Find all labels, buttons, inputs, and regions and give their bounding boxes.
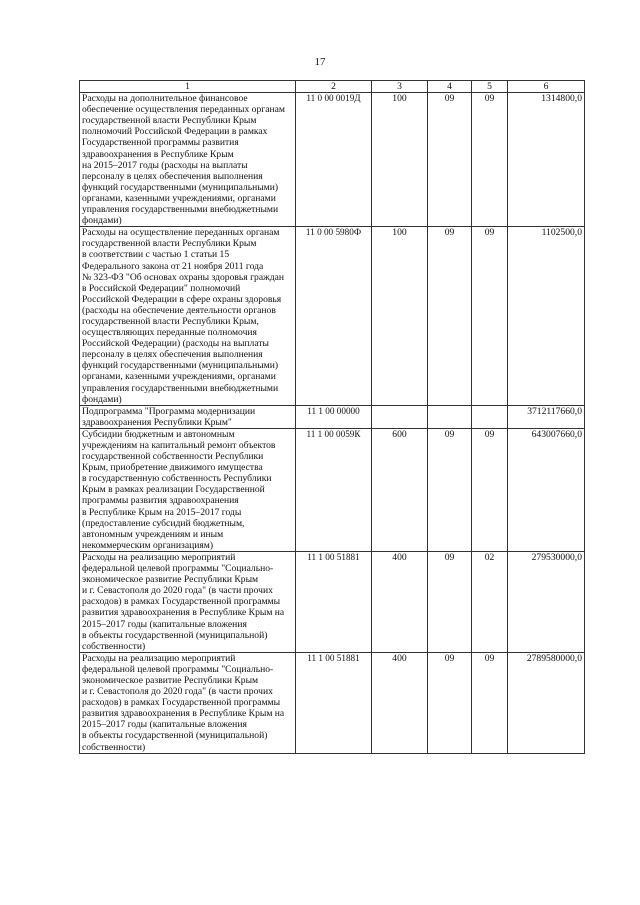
expense-type-code: 400 [372, 551, 428, 652]
description-line: Подпрограмма "Программа модернизации [82, 405, 256, 417]
row-description [80, 551, 296, 652]
description-line: 2015–2017 годы (капитальные вложения [82, 618, 247, 630]
description-line: государственной власти Республики Крым [82, 238, 257, 250]
description-line: функций государственными (муниципальными) [82, 360, 279, 372]
expense-type-code: 100 [372, 227, 428, 406]
description-line: (предоставление субсидий бюджетным, [82, 517, 245, 529]
description-line: Российской Федерации в сфере охраны здоровья [82, 293, 282, 305]
column-header: 6 [508, 81, 585, 93]
target-article-code: 11 0 00 0019Д [296, 93, 372, 227]
table-row [80, 551, 585, 652]
row-description [80, 93, 296, 227]
column-header: 2 [296, 81, 372, 93]
section-code [428, 405, 472, 428]
section-code: 09 [428, 93, 472, 227]
description-line: фондами) [82, 215, 122, 227]
description-line: экономическое развитие Республики Крым [82, 574, 259, 586]
subsection-code: 09 [472, 227, 508, 406]
subsection-code: 02 [472, 551, 508, 652]
description-line: и г. Севастополя до 2020 года" (в части прочих [82, 585, 273, 597]
description-line: экономическое развитие Республики Крым [82, 674, 259, 686]
description-line: функций государственными (муниципальными) [82, 181, 279, 193]
table-row [80, 652, 585, 753]
description-line: программы развития здравоохранения [82, 495, 239, 507]
description-line: Расходы на реализацию мероприятий [82, 551, 236, 563]
expense-type-code: 600 [372, 428, 428, 551]
description-line: обеспечение осуществления переданных органам [82, 104, 285, 116]
description-line: автономным учреждениям и иным [82, 528, 224, 540]
description-line: Крым, приобретение движимого имущества [82, 462, 263, 474]
description-line: Российской Федерации) (расходы на выплаты [82, 338, 269, 350]
description-line: развития здравоохранения в Республике Крым на [82, 708, 285, 720]
description-line: фондами) [82, 393, 122, 405]
column-header: 1 [80, 81, 296, 93]
description-line: в объекты государственной (муниципальной) [82, 730, 268, 742]
description-line: расходов) в рамках Государственной программы [82, 697, 281, 709]
subsection-code: 09 [472, 428, 508, 551]
description-line: собственности) [82, 741, 146, 753]
description-line: Расходы на реализацию мероприятий [82, 652, 236, 664]
description-line: развития здравоохранения в Республике Крым на [82, 607, 285, 619]
description-line: федеральной целевой программы "Социально- [82, 663, 274, 675]
section-code: 09 [428, 428, 472, 551]
description-line: государственной власти Республики Крым, [82, 315, 259, 327]
section-code: 09 [428, 227, 472, 406]
expense-type-code: 100 [372, 93, 428, 227]
target-article-code: 11 1 00 51881 [296, 652, 372, 753]
section-code: 09 [428, 551, 472, 652]
row-description [80, 405, 296, 428]
description-line: в государственную собственность Республики [82, 473, 272, 485]
target-article-code: 11 1 00 00000 [296, 405, 372, 428]
description-line: органами, казенными учреждениями, органами [82, 192, 276, 204]
description-line: персоналу в целях обеспечения выполнения [82, 349, 263, 361]
description-line: Расходы на осуществление переданных органам [82, 227, 280, 239]
expense-type-code: 400 [372, 652, 428, 753]
table-header-row [80, 81, 585, 93]
description-line: учреждениям на капитальный ремонт объектов [82, 440, 276, 451]
subsection-code: 09 [472, 652, 508, 753]
description-line: и г. Севастополя до 2020 года" (в части прочих [82, 686, 273, 698]
description-line: в объекты государственной (муниципальной) [82, 629, 268, 641]
description-line: некоммерческим организациям) [82, 539, 214, 551]
description-line: Крым в рамках реализации Государственной [82, 484, 265, 496]
amount-value: 1102500,0 [508, 227, 585, 406]
description-line: 2015–2017 годы (капитальные вложения [82, 719, 247, 731]
table-body [80, 93, 585, 754]
description-line: управления государственными внебюджетными [82, 204, 279, 216]
row-description [80, 428, 296, 551]
column-header: 5 [472, 81, 508, 93]
description-line: полномочий Российской Федерации в рамках [82, 126, 268, 138]
description-line: здравоохранения Республики Крым" [82, 416, 232, 428]
table-row [80, 227, 585, 406]
column-header: 4 [428, 81, 472, 93]
subsection-code [472, 405, 508, 428]
target-article-code: 11 1 00 51881 [296, 551, 372, 652]
row-description [80, 227, 296, 406]
table-row [80, 428, 585, 551]
amount-value: 279530000,0 [508, 551, 585, 652]
description-line: № 323-ФЗ "Об основах охраны здоровья граждан [82, 271, 285, 283]
description-line: осуществляющих переданные полномочия [82, 327, 257, 339]
description-line: государственной власти Республики Крым [82, 115, 257, 127]
row-description [80, 652, 296, 753]
target-article-code: 11 0 00 5980Ф [296, 227, 372, 406]
subsection-code: 09 [472, 93, 508, 227]
description-line: персоналу в целях обеспечения выполнения [82, 170, 263, 182]
description-line: Федерального закона от 21 ноября 2011 года [82, 260, 264, 272]
description-line: Расходы на дополнительное финансовое [82, 93, 248, 105]
description-line: здравоохранения в Республике Крым [82, 148, 234, 160]
description-line: управления государственными внебюджетными [82, 382, 279, 394]
amount-value: 1314800,0 [508, 93, 585, 227]
column-header: 3 [372, 81, 428, 93]
table-row [80, 93, 585, 227]
description-line: на 2015–2017 годы (расходы на выплаты [82, 159, 248, 171]
description-line: федеральной целевой программы "Социально- [82, 563, 274, 575]
expense-type-code [372, 405, 428, 428]
table-row [80, 405, 585, 428]
description-line: в Российской Федерации" полномочий [82, 282, 241, 294]
amount-value: 643007660,0 [508, 428, 585, 551]
description-line: Государственной программы развития [82, 137, 239, 149]
budget-table [79, 80, 585, 754]
description-line: (расходы на обеспечение деятельности органов [82, 304, 276, 316]
amount-value: 3712117660,0 [508, 405, 585, 428]
description-line: государственной собственности Республики [82, 451, 264, 463]
description-line: собственности) [82, 640, 146, 652]
target-article-code: 11 1 00 0059К [296, 428, 372, 551]
description-line: расходов) в рамках Государственной программы [82, 596, 281, 608]
description-line: органами, казенными учреждениями, органами [82, 371, 276, 383]
description-line: Субсидии бюджетным и автономным [82, 428, 235, 440]
page-number: 17 [314, 56, 326, 68]
description-line: в соответствии с частью 1 статьи 15 [82, 249, 230, 261]
description-line: в Республике Крым на 2015–2017 годы [82, 506, 242, 518]
amount-value: 2789580000,0 [508, 652, 585, 753]
section-code: 09 [428, 652, 472, 753]
